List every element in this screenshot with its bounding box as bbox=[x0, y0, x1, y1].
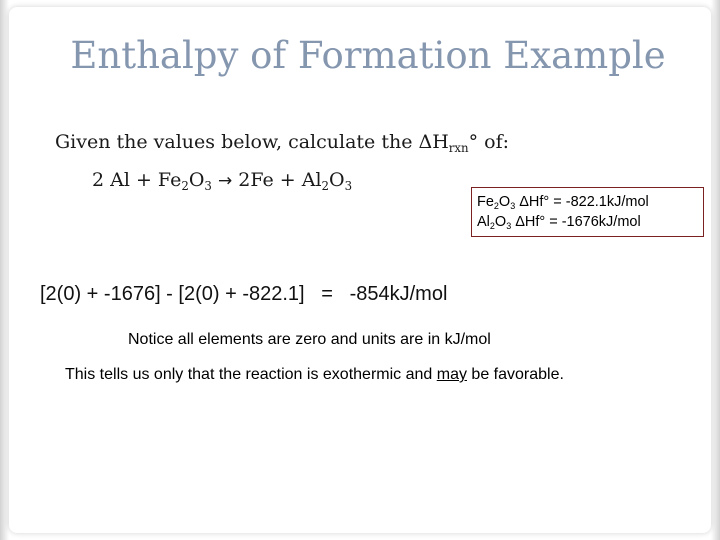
conclusion-after: be favorable. bbox=[466, 366, 564, 383]
conclusion-before: This tells us only that the reaction is exothermic and bbox=[65, 366, 437, 383]
slide-panel bbox=[9, 7, 711, 533]
product-al-subscript: 2 bbox=[321, 179, 330, 194]
product-o-subscript: 3 bbox=[344, 179, 353, 194]
fe2o3-fe: Fe bbox=[477, 194, 494, 210]
conclusion-underlined: may bbox=[436, 366, 467, 383]
formation-values-box bbox=[471, 187, 704, 237]
reactant-fe-subscript: 2 bbox=[181, 179, 189, 194]
fe2o3-o-subscript: 3 bbox=[510, 201, 516, 212]
reaction-equation bbox=[92, 169, 353, 194]
al2o3-al: Al bbox=[477, 214, 490, 230]
al2o3-o: O bbox=[494, 214, 507, 230]
prompt-subscript: rxn bbox=[448, 141, 469, 156]
fe2o3-fe-subscript: 2 bbox=[493, 201, 499, 212]
fe2o3-value-row bbox=[477, 192, 703, 212]
al2o3-value: ΔHf° = -1676kJ/mol bbox=[511, 214, 641, 230]
product-text: 2Fe + Al bbox=[238, 169, 322, 191]
calculation-line: [2(0) + -1676] - [2(0) + -822.1] = -854kJ/mol bbox=[40, 283, 448, 305]
prompt-text: Given the values below, calculate the ΔH bbox=[55, 131, 449, 153]
fe2o3-o: O bbox=[498, 194, 511, 210]
product-o: O bbox=[329, 169, 345, 191]
fe2o3-value: ΔHf° = -822.1kJ/mol bbox=[515, 194, 649, 210]
slide-title: Enthalpy of Formation Example bbox=[70, 34, 666, 77]
notice-text: Notice all elements are zero and units are in kJ/mol bbox=[128, 331, 491, 348]
reactant-text: 2 Al + Fe bbox=[92, 169, 182, 191]
al2o3-o-subscript: 3 bbox=[506, 221, 512, 232]
al2o3-value-row bbox=[477, 212, 703, 232]
prompt-suffix: ° of: bbox=[468, 131, 510, 153]
al2o3-al-subscript: 2 bbox=[489, 221, 495, 232]
reactant-o: O bbox=[188, 169, 205, 191]
conclusion-text bbox=[65, 366, 564, 384]
prompt-line bbox=[55, 131, 510, 156]
reactant-o-subscript: 3 bbox=[204, 179, 212, 194]
arrow-right-icon: → bbox=[217, 171, 233, 191]
